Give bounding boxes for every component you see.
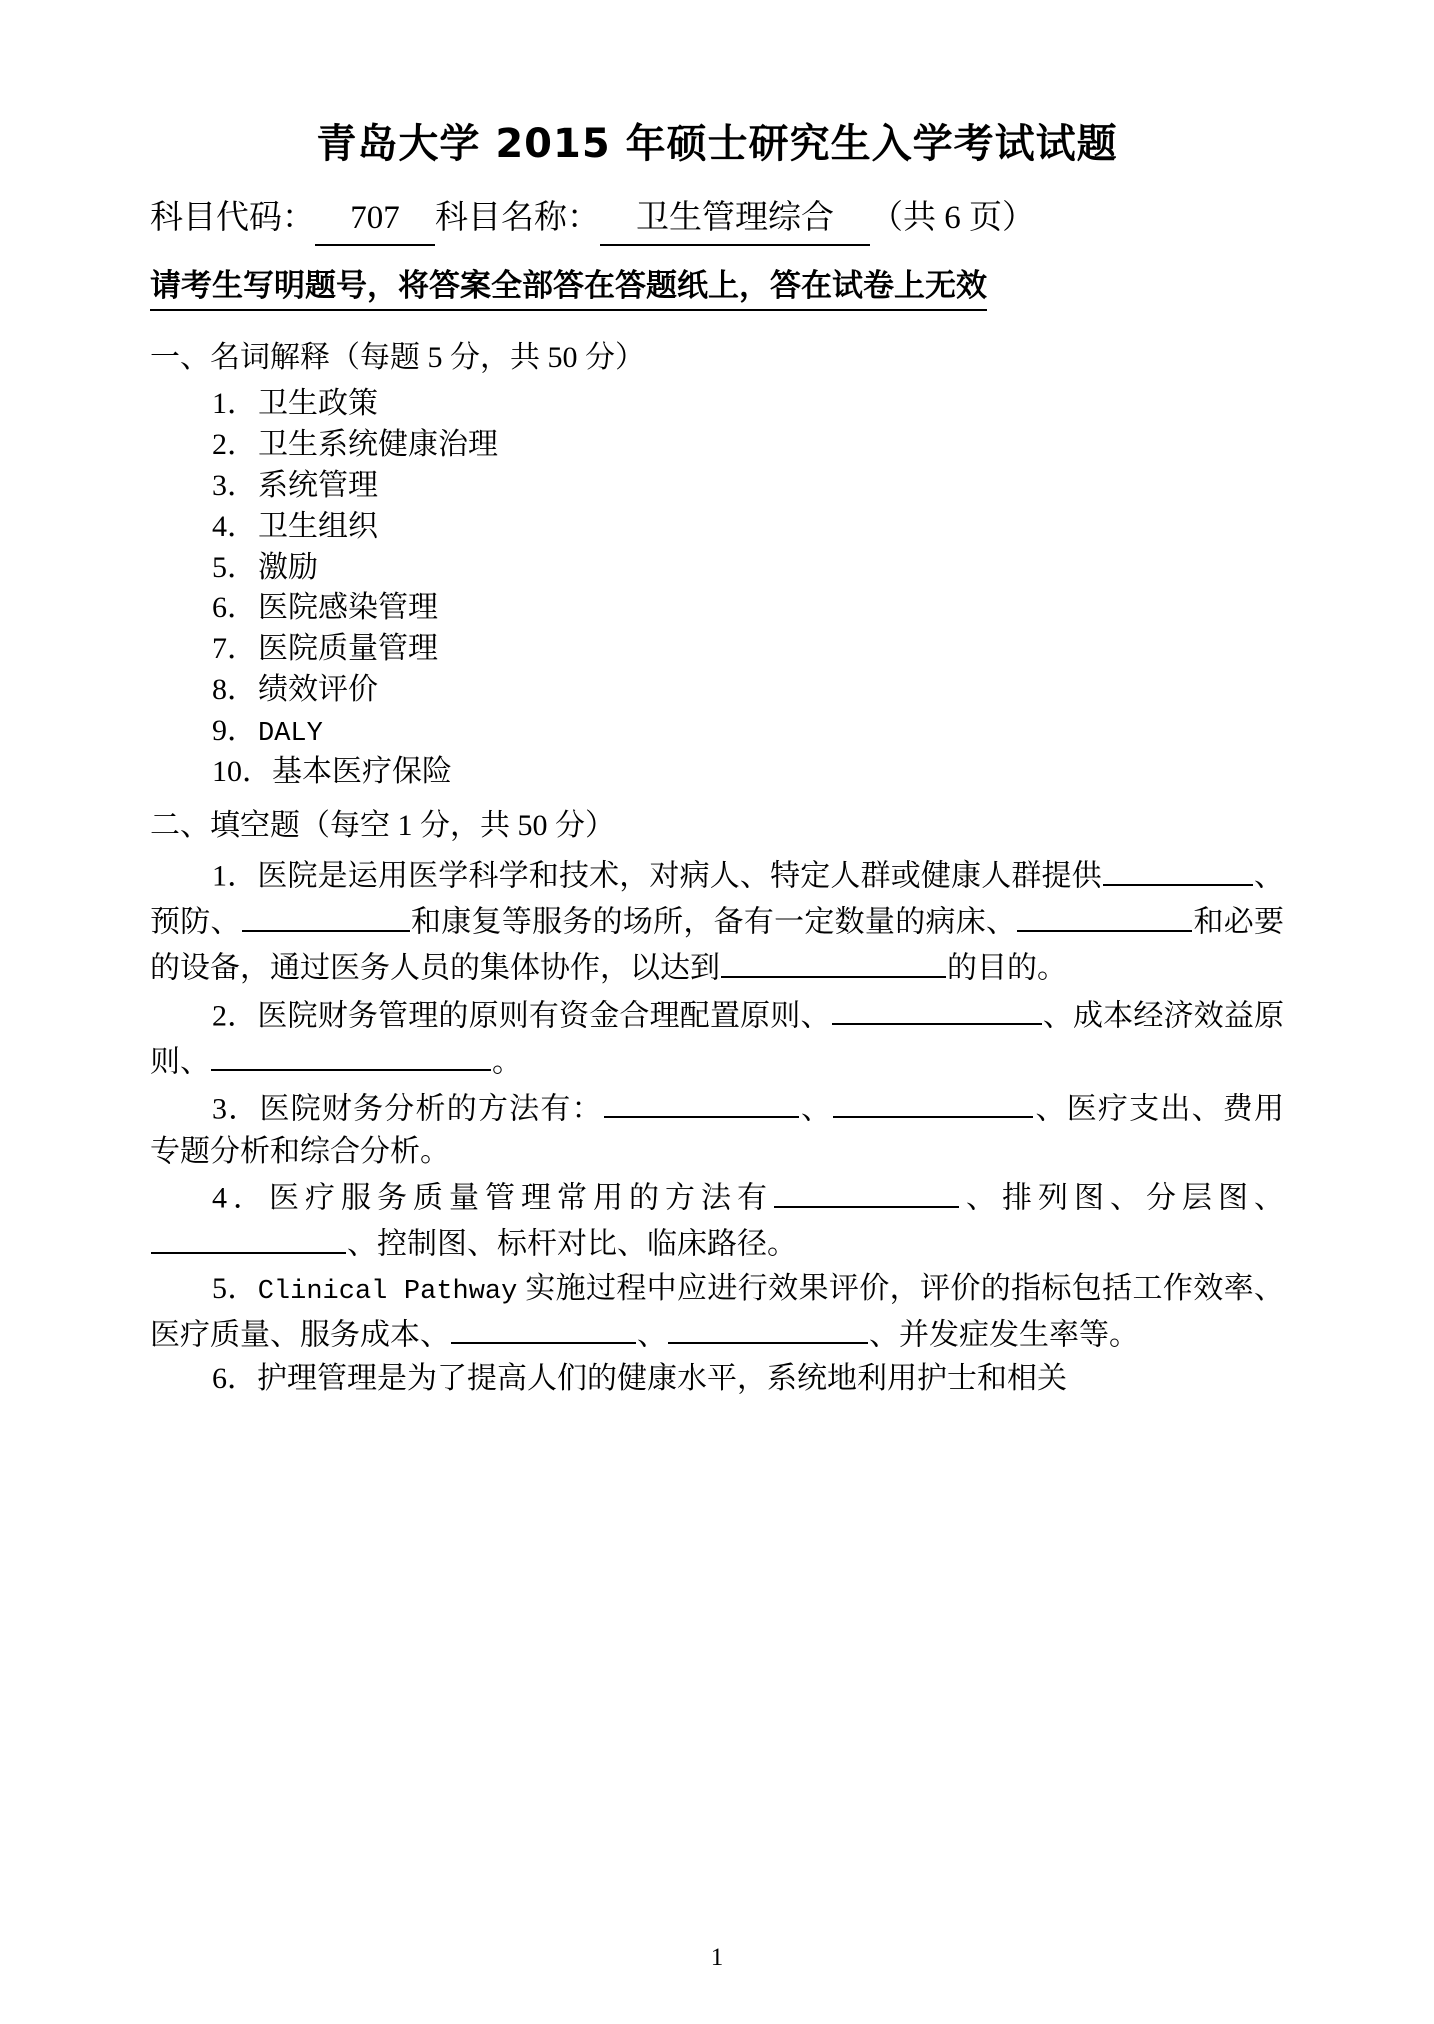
list-item <box>212 629 1284 670</box>
question-text: 的目的。 <box>947 951 1067 985</box>
item-text: 卫生组织 <box>258 509 378 543</box>
exam-notice: 请考生写明题号，将答案全部答在答题纸上，答在试卷上无效 <box>150 266 987 312</box>
page-title: 青岛大学 2015 年硕士研究生入学考试试题 <box>316 121 1118 167</box>
question-number: 3． <box>212 1092 260 1126</box>
item-text: 卫生系统健康治理 <box>258 428 498 462</box>
item-text: 系统管理 <box>258 468 378 502</box>
question-text: 。 <box>492 1045 522 1079</box>
section-1-heading: 一、名词解释（每题 5 分，共 50 分） <box>150 341 645 375</box>
list-item <box>212 466 1284 507</box>
blank-field[interactable] <box>604 1085 799 1119</box>
question-text: 、排列图、分层图、 <box>960 1181 1284 1215</box>
question-text: 、 <box>799 1092 833 1126</box>
list-item <box>212 425 1284 466</box>
list-item <box>212 670 1284 711</box>
question-number: 2． <box>212 999 258 1033</box>
item-number: 2． <box>212 428 257 462</box>
question-number: 6． <box>212 1362 257 1395</box>
subject-line <box>150 194 1284 246</box>
fill-blank-question-4 <box>150 1174 1284 1266</box>
item-text: 卫生政策 <box>258 387 378 421</box>
question-text: 医院是运用医学科学和技术，对病人、特定人群或健康人群提供 <box>257 859 1102 893</box>
blank-field[interactable] <box>1017 898 1192 932</box>
subject-name-label: 科目名称： <box>435 200 600 236</box>
item-number: 5． <box>212 550 257 584</box>
item-text: 医院质量管理 <box>258 632 438 666</box>
item-number: 10． <box>212 755 272 789</box>
fill-blank-question-3 <box>150 1085 1284 1174</box>
list-item <box>212 588 1284 629</box>
item-number: 6． <box>212 591 257 625</box>
list-item <box>212 507 1284 548</box>
blank-field[interactable] <box>242 898 410 932</box>
list-item <box>212 711 1284 753</box>
question-text: 、控制图、标杆对比、临床路径。 <box>347 1227 797 1261</box>
blank-field[interactable] <box>833 1085 1033 1119</box>
list-item <box>212 384 1284 425</box>
fill-blank-question-1 <box>150 852 1284 990</box>
item-number: 8． <box>212 672 257 706</box>
fill-blank-question-2 <box>150 992 1284 1084</box>
item-text: 激励 <box>258 550 318 584</box>
question-text: 、并发症发生率等。 <box>869 1318 1139 1352</box>
page-number: 1 <box>710 1944 724 1971</box>
blank-field[interactable] <box>451 1311 636 1345</box>
item-number: 3． <box>212 468 257 502</box>
item-text: 基本医疗保险 <box>272 755 452 789</box>
section-2-heading: 二、填空题（每空 1 分，共 50 分） <box>150 809 615 843</box>
list-item <box>212 548 1284 589</box>
fill-blank-question-6 <box>150 1358 1284 1401</box>
question-text: 、医疗支出、费用专题分析和综合分析。 <box>150 1092 1285 1168</box>
item-text: DALY <box>258 718 323 749</box>
blank-field[interactable] <box>721 944 946 978</box>
question-number: 4． <box>212 1181 269 1215</box>
question-text: 实施过程中应进行效果评价，评价的指标包括工作效率、医疗质量、服务成本、 <box>150 1271 1285 1352</box>
question-term: Clinical Pathway <box>257 1276 518 1307</box>
item-number: 1． <box>212 387 257 421</box>
question-text: 护理管理是为了提高人们的健康水平，系统地利用护士和相关 <box>257 1362 1067 1395</box>
blank-field[interactable] <box>211 1038 491 1072</box>
question-text: 医院财务管理的原则有资金合理配置原则、 <box>257 999 831 1033</box>
fill-blank-question-5 <box>150 1268 1284 1357</box>
blank-field[interactable] <box>1103 852 1253 886</box>
blank-field[interactable] <box>774 1174 959 1208</box>
question-text: 、成本经济效益原则、 <box>150 999 1285 1079</box>
question-text: 和康复等服务的场所，备有一定数量的病床、 <box>410 905 1017 939</box>
term-explanation-list <box>150 384 1284 793</box>
question-number: 5． <box>212 1271 258 1305</box>
blank-field[interactable] <box>668 1311 868 1345</box>
question-text: 、 <box>637 1318 667 1352</box>
item-number: 9． <box>212 713 257 747</box>
question-text: 、预防、 <box>150 859 1285 939</box>
pages-note: （共 6 页） <box>870 200 1035 236</box>
item-number: 4． <box>212 509 257 543</box>
question-text: 医院财务分析的方法有： <box>259 1092 603 1126</box>
blank-field[interactable] <box>151 1220 346 1254</box>
item-text: 绩效评价 <box>258 672 378 706</box>
subject-code-value: 707 <box>315 194 435 246</box>
question-text: 医疗服务质量管理常用的方法有 <box>269 1181 773 1215</box>
item-number: 7． <box>212 632 257 666</box>
question-number: 1． <box>212 859 258 893</box>
subject-code-label: 科目代码： <box>150 200 315 236</box>
subject-name-value: 卫生管理综合 <box>600 194 870 246</box>
list-item <box>212 752 1284 793</box>
item-text: 医院感染管理 <box>258 591 438 625</box>
blank-field[interactable] <box>832 992 1042 1026</box>
question-text: 和必要的设备，通过医务人员的集体协作，以达到 <box>150 905 1285 985</box>
